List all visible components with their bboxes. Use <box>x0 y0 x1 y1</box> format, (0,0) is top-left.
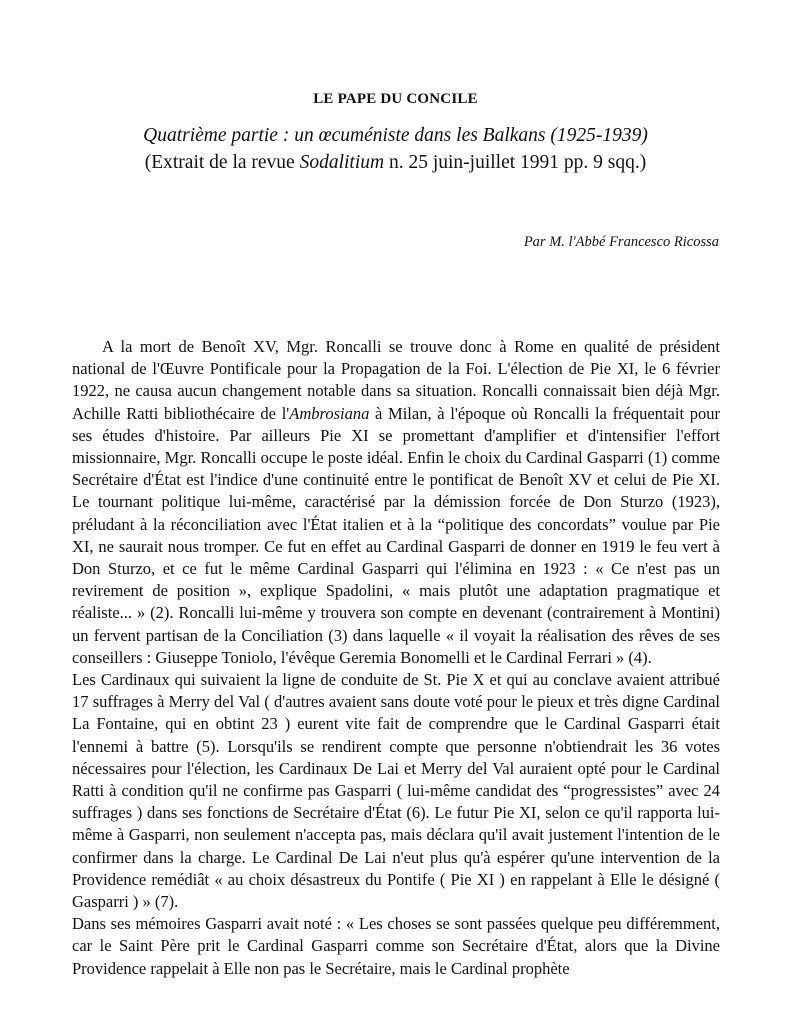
journal-name: Sodalitium <box>299 152 385 173</box>
paragraph-1 <box>72 336 720 669</box>
source-citation <box>0 152 791 174</box>
article-body <box>72 336 720 980</box>
author-byline: Par M. l'Abbé Francesco Ricossa <box>523 234 719 250</box>
ambrosiana-italic: Ambrosiana <box>289 403 370 423</box>
source-prefix: (Extrait de la revue <box>144 152 300 173</box>
document-heading: LE PAPE DU CONCILE <box>313 91 478 107</box>
paragraph-3: Dans ses mémoires Gasparri avait noté : « Les choses se sont passées quelque peu différemment, car le Saint Père prit le Cardinal Gasparri comme son Secrétaire d'État, alors que la Divine Providence rappelait à Elle non pas le Secrétaire, mais le Cardinal prophète <box>72 914 720 978</box>
paragraph-1-part2: à Milan, à l'époque où Roncalli la fréquentait pour ses études d'histoire. Par ailleurs Pie XI se promettant d'amplifier et d'intensifier l'effort missionnaire, Mgr. Roncalli occupe le poste idéal. Enfin le choix du Cardinal Gasparri (1) comme Secrétaire d'État est l'indice d'une continuité entre le pontificat de Benoît XV et celui de Pie XI. Le tournant politique lui-même, caractérisé par la démission forcée de Don Sturzo (1923), préludant à la réconciliation avec l'État italien et à la “politique des concordats” voulue par Pie XI, ne saurait nous tromper. Ce fut en effet au Cardinal Gasparri de donner en 1919 le feu vert à Don Sturzo, et ce fut le même Cardinal Gasparri qui l'élimina en 1923 : « Ce n'est pas un revirement de position », explique Spadolini, « mais plutôt une adaptation pragmatique et réaliste... » (2). Roncalli lui-même y trouvera son compte en devenant (contrairement à Montini) un fervent partisan de la Conciliation (3) dans laquelle « il voyait la réalisation des rêves de ses conseillers : Giuseppe Toniolo, l'évêque Geremia Bonomelli et le Cardinal Ferrari » (4). <box>72 403 720 667</box>
paragraph-2: Les Cardinaux qui suivaient la ligne de conduite de St. Pie X et qui au conclave avaient attribué 17 suffrages à Merry del Val ( d'autres avaient sans doute voté pour le pieux et très digne Cardinal La Fontaine, qui en obtint 23 ) eurent vite fait de comprendre que le Cardinal Gasparri était l'ennemi à battre (5). Lorsqu'ils se rendirent compte que personne n'obtiendrait les 36 votes nécessaires pour l'élection, les Cardinaux De Lai et Merry del Val auraient opté pour le Cardinal Ratti à condition qu'il ne confirme pas Gasparri ( lui-même candidat des “progressistes” avec 24 suffrages ) dans ses fonctions de Secrétaire d'État (6). Le futur Pie XI, selon ce qu'il rapporta lui-même à Gasparri, non seulement n'accepta pas, mais déclara qu'il avait justement l'intention de le confirmer dans la charge. Le Cardinal De Lai n'eut plus qu'à espérer qu'une intervention de la Providence remédiât « au choix désastreux du Pontife ( Pie XI ) en rappelant à Elle le désigné ( Gasparri ) » (7). <box>72 670 720 912</box>
paragraph-1-part1: A la mort de Benoît XV, Mgr. Roncalli se trouve donc à Rome en qualité de président national de l'Œuvre Pontificale pour la Propagation de la Foi. L'élection de Pie XI, le 6 février 1922, ne causa aucun changement notable dans sa situation. Roncalli connaissait bien déjà Mgr. Achille Ratti bibliothécaire de l' <box>72 337 720 423</box>
source-suffix: n. 25 juin-juillet 1991 pp. 9 sqq.) <box>384 152 647 173</box>
document-subtitle: Quatrième partie : un œcuméniste dans les Balkans (1925-1939) <box>143 125 648 146</box>
